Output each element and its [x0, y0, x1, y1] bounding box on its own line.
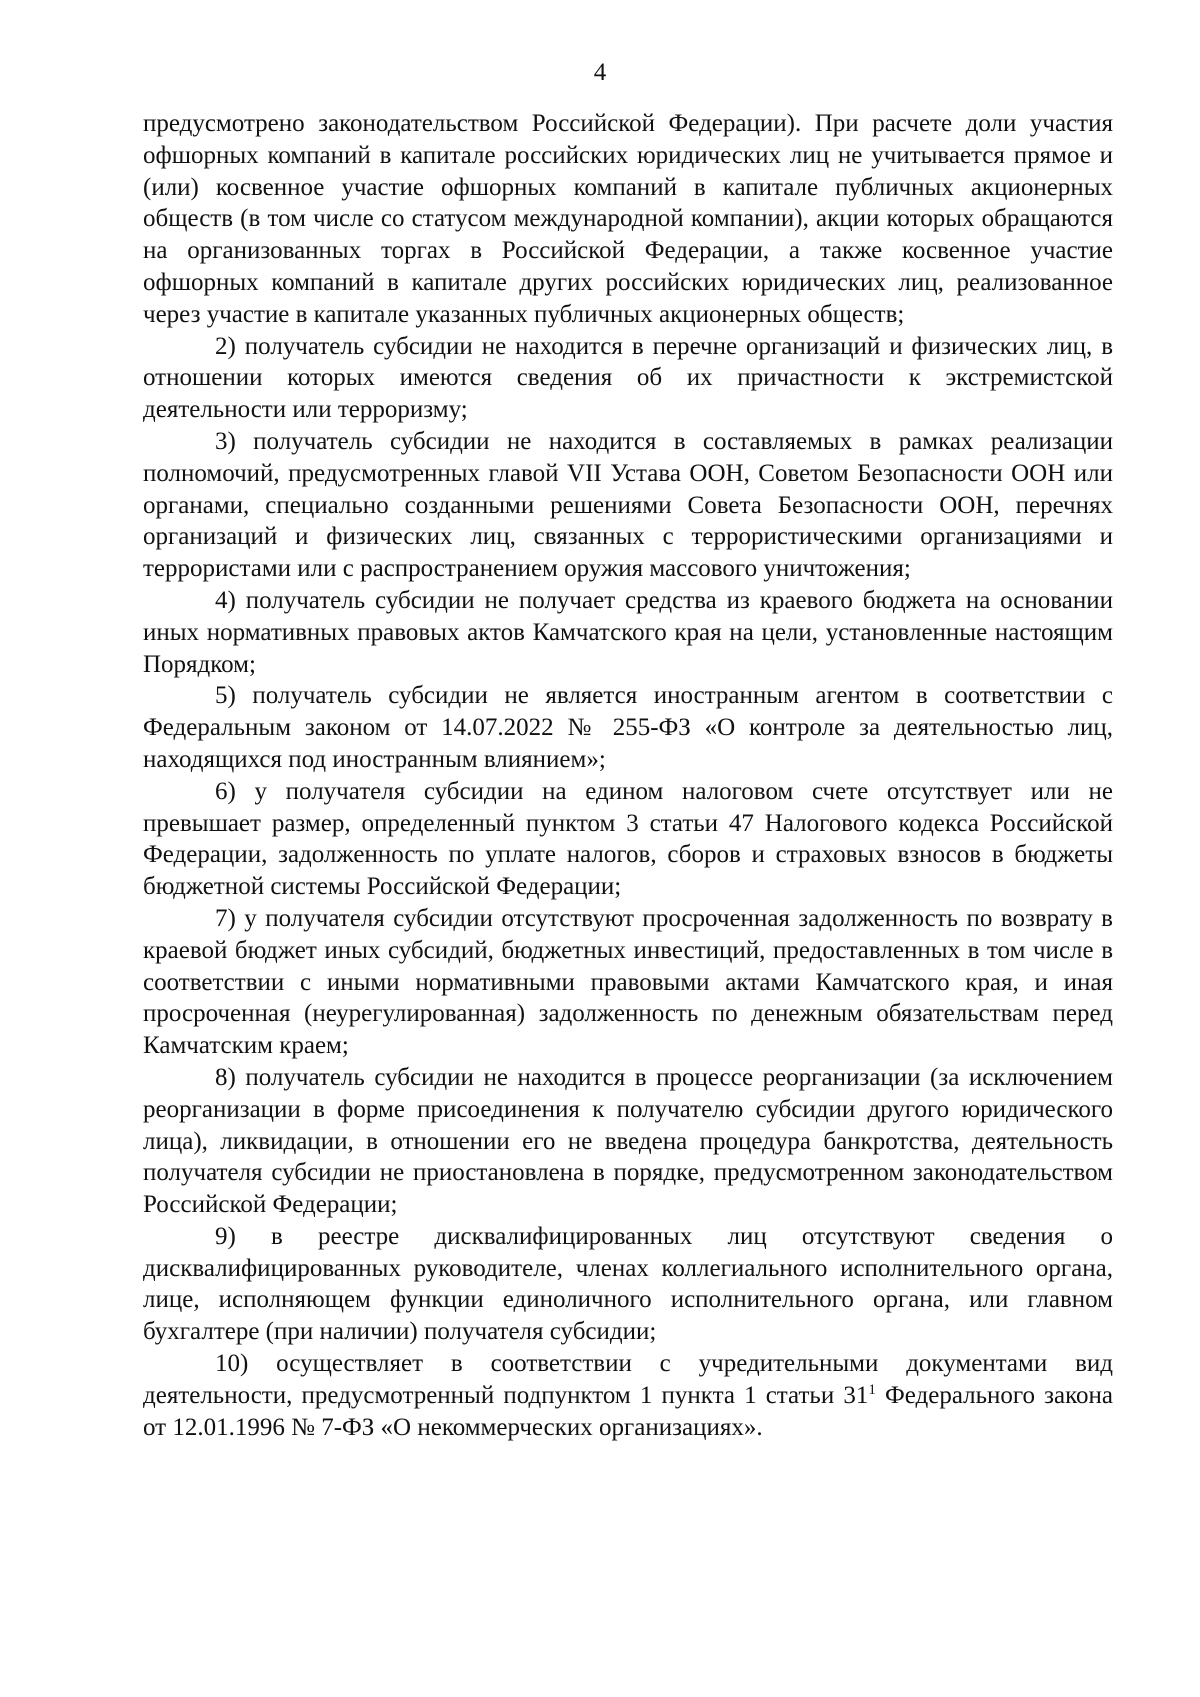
superscript-marker: 1 — [868, 1381, 876, 1398]
paragraph-continuation: предусмотрено законодательством Российской Федерации). При расчете доли участия офшорных компаний в капитале российских юридических лиц не учитывается прямое и (или) косвенное участие офшорных компаний в капитале публичных акционерных обществ (в том числе со статусом международной компании), акции которых обращаются на организованных торгах в Российской Федерации, а также косвенное участие офшорных компаний в капитале других российских юридических лиц, реализованное через участие в капитале указанных публичных акционерных обществ; — [143, 110, 1113, 328]
paragraph-item-10 — [143, 1348, 1113, 1443]
paragraph-item-8: 8) получатель субсидии не находится в процессе реорганизации (за исключением реорганизации в форме присоединения к получателю субсидии другого юридического лица), ликвидации, в отношении его не введена процедура банкротства, деятельность получателя субсидии не приостановлена в порядке, предусмотренном законодательством Российской Федерации; — [143, 1063, 1113, 1219]
paragraph-item-10-text-start: 10) осуществляет в соответствии с учредительными документами вид деятельности, предусмотренный подпунктом 1 пункта 1 статьи 31 — [143, 1350, 1113, 1409]
paragraph-item-6: 6) у получателя субсидии на едином налоговом счете отсутствует или не превышает размер, определенный пунктом 3 статьи 47 Налогового кодекса Российской Федерации, задолженность по уплате налогов, сборов и страховых взносов в бюджеты бюджетной системы Российской Федерации; — [143, 777, 1113, 901]
paragraph-item-3: 3) получатель субсидии не находится в составляемых в рамках реализации полномочий, предусмотренных главой VII Устава ООН, Советом Безопасности ООН или органами, специально созданными решениями Совета Безопасности ООН, перечнях организаций и физических лиц, связанных с террористическими организациями и террористами или с распространением оружия массового уничтожения; — [143, 427, 1113, 583]
paragraph-item-10-text-end: Федерального закона от 12.01.1996 № 7-ФЗ «О некоммерческих организациях». — [143, 1381, 1113, 1441]
page-number: 4 — [593, 59, 607, 86]
paragraph-item-7: 7) у получателя субсидии отсутствуют просроченная задолженность по возврату в краевой бюджет иных субсидий, бюджетных инвестиций, предоставленных в том числе в соответствии с иными нормативными правовыми актами Камчатского края, и иная просроченная (неурегулированная) задолженность по денежным обязательствам перед Камчатским краем; — [143, 904, 1113, 1060]
paragraph-item-2: 2) получатель субсидии не находится в перечне организаций и физических лиц, в отношении которых имеются сведения об их причастности к экстремистской деятельности или терроризму; — [143, 332, 1113, 424]
paragraph-item-4: 4) получатель субсидии не получает средства из краевого бюджета на основании иных нормативных правовых актов Камчатского края на цели, установленные настоящим Порядком; — [143, 586, 1113, 678]
paragraph-item-9: 9) в реестре дисквалифицированных лиц отсутствуют сведения о дисквалифицированных руководителе, членах коллегиального исполнительного органа, лице, исполняющем функции единоличного исполнительного органа, или главном бухгалтере (при наличии) получателя субсидии; — [143, 1222, 1113, 1346]
paragraph-item-5: 5) получатель субсидии не является иностранным агентом в соответствии с Федеральным законом от 14.07.2022 № 255-ФЗ «О контроле за деятельностью лиц, находящихся под иностранным влиянием»; — [143, 682, 1113, 773]
document-body — [143, 108, 1113, 1443]
